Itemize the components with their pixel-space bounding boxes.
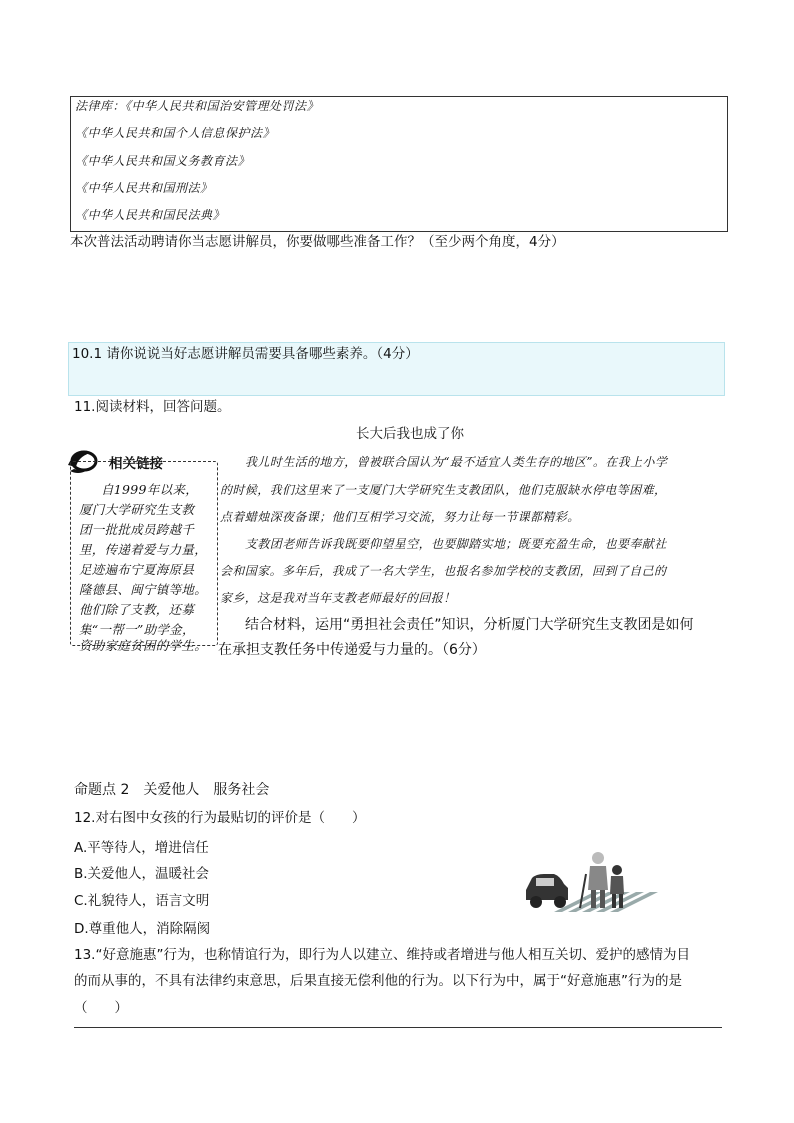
page-divider [74, 1027, 722, 1028]
side-line: 集“一帮一”助学金， [79, 622, 195, 637]
material-title: 长大后我也成了你 [356, 426, 464, 442]
related-link-box [70, 461, 218, 653]
option-b: B.关爱他人，温暖社会 [74, 866, 210, 882]
side-box-heading: 相关链接 [107, 452, 165, 472]
option-d: D.尊重他人，消除隔阂 [74, 921, 211, 937]
question-12-stem: 12.对右图中女孩的行为最贴切的评价是（ ） [74, 810, 366, 826]
material-line: 家乡，这是我对当年支教老师最好的回报！ [220, 591, 456, 605]
material-line: 我儿时生活的地方，曾被联合国认为“最不适宜人类生存的地区”。在我上小学 [245, 455, 668, 469]
material-line: 会和国家。多年后，我成了一名大学生，也报名参加学校的支教团，回到了自己的 [220, 564, 667, 578]
law-line: 《中华人民共和国刑法》 [75, 181, 213, 195]
law-line: 法律库：《中华人民共和国治安管理处罚法》 [75, 99, 320, 113]
question-10-1: 10.1 请你说说当好志愿讲解员需要具备哪些素养。（4分） [72, 346, 419, 362]
question-11-line: 在承担支教任务中传递爱与力量的。（6分） [218, 642, 486, 658]
law-library-box [70, 96, 728, 232]
side-line: 团一批批成员跨越千 [79, 522, 195, 537]
material-line: 支教团老师告诉我既要仰望星空，也要脚踏实地；既要充盈生命，也要奉献社 [245, 537, 667, 551]
question-11-header: 11.阅读材料，回答问题。 [74, 399, 231, 415]
question-13-line: （ ） [74, 1000, 128, 1016]
question-10-1-box [68, 342, 725, 396]
section-heading: 命题点 2 关爱他人 服务社会 [74, 782, 270, 798]
question-13-line: 的而从事的，不具有法律约束意思，后果直接无偿利他的行为。以下行为中，属于“好意施惠”行为的是 [74, 973, 682, 989]
law-line: 《中华人民共和国个人信息保护法》 [75, 126, 276, 140]
side-line: 足迹遍布宁夏海原县 [79, 562, 195, 577]
question-volunteer-prep: 本次普法活动聘请你当志愿讲解员，你要做哪些准备工作？（至少两个角度，4分） [70, 234, 565, 250]
option-c: C.礼貌待人，语言文明 [74, 893, 210, 909]
question-13-line: 13.“好意施惠”行为，也称情谊行为，即行为人以建立、维持或者增进与他人相互关切、爱护的感情为目 [74, 947, 690, 963]
side-line: 隆德县、闽宁镇等地。 [79, 582, 208, 597]
side-line: 厦门大学研究生支教 [79, 502, 195, 517]
side-line: 里，传递着爱与力量， [79, 542, 208, 557]
law-line: 《中华人民共和国民法典》 [75, 208, 226, 222]
law-line: 《中华人民共和国义务教育法》 [75, 154, 251, 168]
crosswalk-illustration [524, 852, 660, 916]
material-line: 的时候，我们这里来了一支厦门大学研究生支教团队，他们克服缺水停电等困难， [220, 483, 667, 497]
side-line: 他们除了支教，还募 [79, 602, 195, 617]
side-line: 自1999年以来， [101, 482, 199, 497]
material-line: 点着蜡烛深夜备课；他们互相学习交流，努力让每一节课都精彩。 [220, 510, 580, 524]
side-line: 资助家庭贫困的学生。 [79, 638, 208, 653]
option-a: A.平等待人，增进信任 [74, 840, 209, 856]
question-11-line: 结合材料，运用“勇担社会责任”知识，分析厦门大学研究生支教团是如何 [245, 617, 694, 633]
